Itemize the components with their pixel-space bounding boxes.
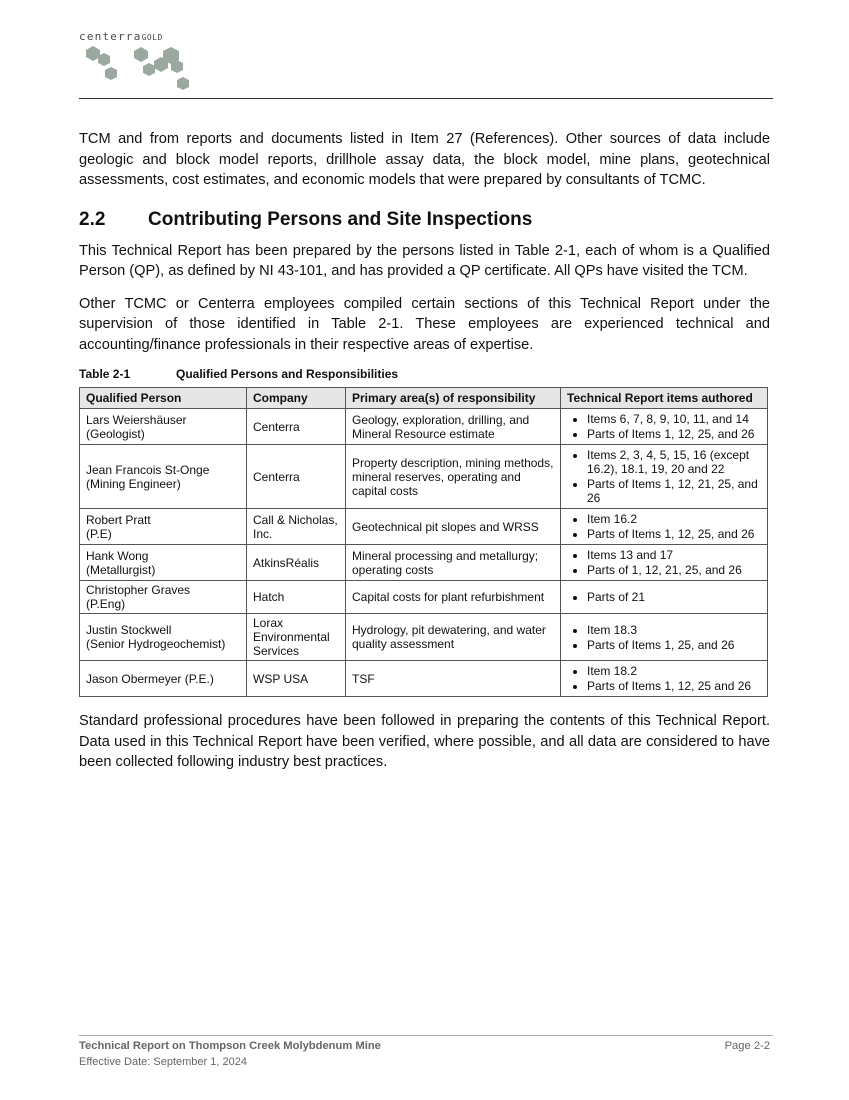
person-name: Jason Obermeyer (P.E.): [86, 671, 214, 686]
table-row: [80, 581, 768, 614]
logo-main-text: centerra: [79, 30, 142, 43]
list-item: • Parts of Items 1, 12, 25, and 26: [587, 527, 761, 541]
cell-qualified-person: [80, 545, 247, 581]
header-items-authored: Technical Report items authored: [561, 388, 768, 409]
cell-company: WSP USA: [247, 661, 346, 697]
table-caption-number: Table 2-1: [79, 367, 131, 381]
footer-effective-date: Effective Date: September 1, 2024: [79, 1056, 247, 1068]
table-body: [80, 409, 768, 697]
paragraph-other-employees: Other TCMC or Centerra employees compiled certain sections of this Technical Report under the supervision of those identified in Table 2-1. These employees are experienced technical and accounting/finance professionals in their respective areas of expertise.: [79, 295, 770, 353]
cell-company: Call & Nicholas, Inc.: [247, 509, 346, 545]
logo-sub-text: GOLD: [141, 33, 163, 42]
footer-page-number: Page 2-2: [724, 1040, 770, 1052]
footer-divider: [79, 1035, 773, 1036]
cell-items-authored: [561, 661, 768, 697]
table-caption: [79, 367, 770, 381]
list-item: • Item 18.2: [587, 664, 761, 678]
cell-company: Hatch: [247, 581, 346, 614]
list-item: • Items 13 and 17: [587, 548, 761, 562]
items-list: [567, 548, 761, 577]
intro-paragraph: TCM and from reports and documents listed in Item 27 (References). Other sources of data include geologic and block model reports, drillhole assay data, the block model, mine plans, geotechnical assessments, cost estimates, and economic models that were prepared by consultants of TCMC.: [79, 131, 770, 188]
section-number: 2.2: [79, 208, 106, 230]
cell-company: Centerra: [247, 445, 346, 509]
items-list: [567, 590, 761, 604]
items-list: [567, 448, 761, 505]
table-row: [80, 545, 768, 581]
list-item: • Parts of Items 1, 12, 21, 25, and 26: [587, 477, 761, 505]
table-header-row: [80, 388, 768, 409]
cell-company: AtkinsRéalis: [247, 545, 346, 581]
qualified-persons-table: [79, 387, 768, 697]
header-divider: [79, 98, 773, 99]
cell-primary-area: Geotechnical pit slopes and WRSS: [346, 509, 561, 545]
header-primary-area: Primary area(s) of responsibility: [346, 388, 561, 409]
section-title: Contributing Persons and Site Inspections: [148, 208, 533, 230]
person-role: (Geologist): [86, 426, 145, 441]
footer-report-title: Technical Report on Thompson Creek Molybdenum Mine: [79, 1040, 381, 1052]
list-item: • Parts of Items 1, 25, and 26: [587, 638, 761, 652]
company-logo: [79, 30, 209, 94]
cell-qualified-person: [80, 409, 247, 445]
items-list: [567, 412, 761, 441]
person-role: (Mining Engineer): [86, 476, 181, 491]
cell-primary-area: Hydrology, pit dewatering, and water quality assessment: [346, 614, 561, 661]
cell-qualified-person: [80, 445, 247, 509]
closing-paragraph: Standard professional procedures have been followed in preparing the contents of this Technical Report. Data used in this Technical Report have been verified, where possible, and all data are considered to have been collected following industry best practices.: [79, 713, 770, 770]
table-row: [80, 409, 768, 445]
cell-items-authored: [561, 614, 768, 661]
cell-qualified-person: [80, 661, 247, 697]
items-list: [567, 664, 761, 693]
hexagon-cluster-icon: [81, 44, 199, 94]
person-name: Justin Stockwell: [86, 623, 172, 637]
logo-wordmark: [79, 30, 209, 43]
cell-primary-area: Capital costs for plant refurbishment: [346, 581, 561, 614]
person-name: Robert Pratt: [86, 512, 151, 527]
cell-items-authored: [561, 545, 768, 581]
cell-primary-area: TSF: [346, 661, 561, 697]
list-item: • Parts of 21: [587, 590, 761, 604]
items-list: [567, 623, 761, 652]
person-role: (P.Eng): [86, 597, 126, 611]
page-content: [79, 129, 770, 785]
list-item: • Parts of Items 1, 12, 25 and 26: [587, 679, 761, 693]
cell-company: Centerra: [247, 409, 346, 445]
person-role: (Metallurgist): [86, 562, 156, 577]
table-row: [80, 509, 768, 545]
cell-company: Lorax Environmental Services: [247, 614, 346, 661]
table-row: [80, 445, 768, 509]
paragraph-qualified-persons: This Technical Report has been prepared by the persons listed in Table 2-1, each of whom is a Qualified Person (QP), as defined by NI 43-101, and has provided a QP certificate. All QPs have visited the TCM.: [79, 242, 770, 279]
person-name: Lars Weiershäuser: [86, 412, 187, 427]
header-company: Company: [247, 388, 346, 409]
items-list: [567, 512, 761, 541]
list-item: • Parts of Items 1, 12, 25, and 26: [587, 427, 761, 441]
cell-qualified-person: [80, 581, 247, 614]
list-item: • Items 2, 3, 4, 5, 15, 16 (except 16.2), 18.1, 19, 20 and 22: [587, 448, 761, 476]
table-row: [80, 661, 768, 697]
cell-items-authored: [561, 581, 768, 614]
cell-qualified-person: [80, 509, 247, 545]
person-name: Christopher Graves: [86, 583, 191, 597]
person-name: Jean Francois St-Onge: [86, 462, 210, 477]
person-role: (P.E): [86, 526, 112, 541]
header-qualified-person: Qualified Person: [80, 388, 247, 409]
section-heading: [79, 209, 770, 231]
list-item: • Items 6, 7, 8, 9, 10, 11, and 14: [587, 412, 761, 426]
cell-primary-area: Mineral processing and metallurgy; operating costs: [346, 545, 561, 581]
table-row: [80, 614, 768, 661]
cell-primary-area: Geology, exploration, drilling, and Mineral Resource estimate: [346, 409, 561, 445]
cell-items-authored: [561, 509, 768, 545]
cell-items-authored: [561, 409, 768, 445]
table-caption-title: Qualified Persons and Responsibilities: [176, 367, 399, 381]
cell-items-authored: [561, 445, 768, 509]
person-name: Hank Wong: [86, 548, 149, 563]
list-item: • Item 16.2: [587, 512, 761, 526]
person-role: (Senior Hydrogeochemist): [86, 637, 226, 651]
cell-qualified-person: [80, 614, 247, 661]
list-item: • Item 18.3: [587, 623, 761, 637]
list-item: • Parts of 1, 12, 21, 25, and 26: [587, 563, 761, 577]
cell-primary-area: Property description, mining methods, mineral reserves, operating and capital costs: [346, 445, 561, 509]
